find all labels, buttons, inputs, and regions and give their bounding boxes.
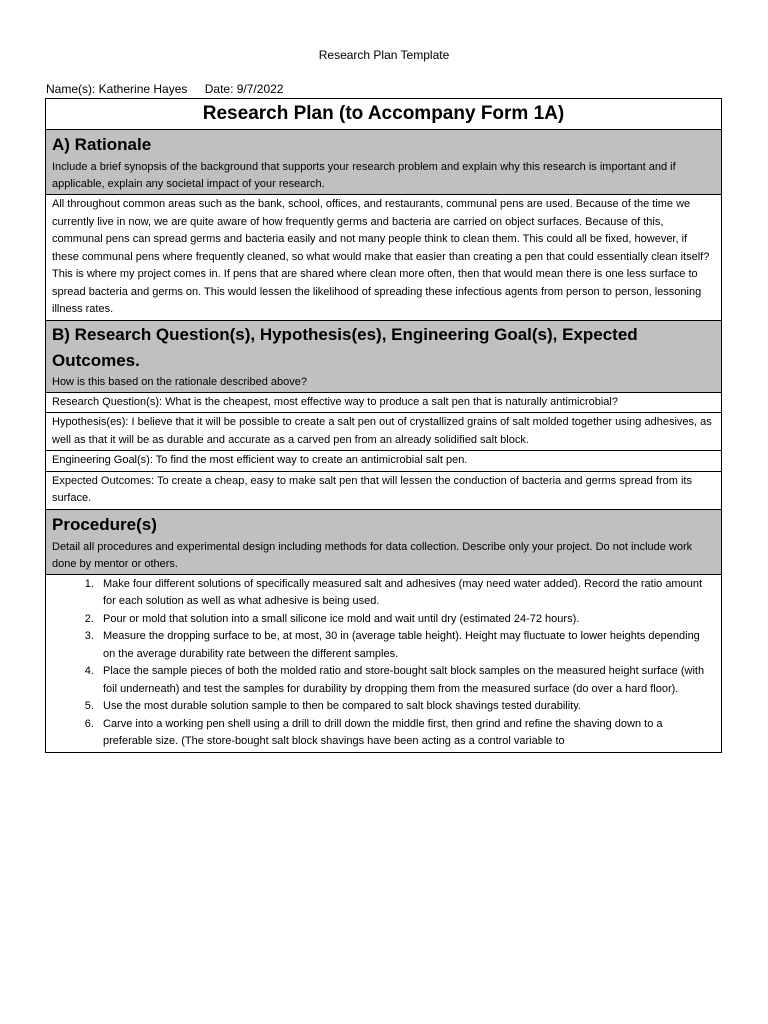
procedure-step: 4. Place the sample pieces of both the molded ratio and store-bought salt block samples on the measured height surface (with foil underneath) and test the samples for durability by dropping them from the measured surface (do over a hard floor).: [97, 663, 715, 698]
table-title: Research Plan (to Accompany Form 1A): [46, 99, 722, 130]
questions-heading: B) Research Question(s), Hypothesis(es), Engineering Goal(s), Expected Outcomes.: [52, 324, 638, 370]
procedure-steps-cell: [46, 574, 722, 752]
questions-section-header: [46, 320, 722, 392]
rationale-section-header: [46, 130, 722, 195]
student-name: Name(s): Katherine Hayes: [46, 82, 188, 96]
procedure-heading: Procedure(s): [52, 514, 157, 534]
name-date-line: [46, 82, 283, 96]
research-plan-table: [45, 98, 722, 753]
page-header: Research Plan Template: [318, 48, 450, 62]
date-field: Date: 9/7/2022: [204, 82, 284, 96]
rationale-heading: A) Rationale: [52, 135, 152, 154]
procedure-step: 3. Measure the dropping surface to be, at most, 30 in (average table height). Height may fluctuate to lower heights depending on the average durability rate between the different samples.: [97, 628, 715, 663]
research-question: Research Question(s): What is the cheapest, most effective way to produce a salt pen that is naturally antimicrobial?: [46, 392, 722, 413]
procedure-step: 6. Carve into a working pen shell using a drill to drill down the middle first, then grind and refine the shaving down to a preferable size. (The store-bought salt block shavings have been acting as a control variable to: [97, 716, 715, 751]
engineering-goal: Engineering Goal(s): To find the most efficient way to create an antimicrobial salt pen.: [46, 451, 722, 472]
rationale-body: All throughout common areas such as the bank, school, offices, and restaurants, communal pens are used. Because of the time we currently live in now, we are quite aware of how frequently germs and bacteria are carried on object surfaces. Because of this, communal pens can spread germs and bacteria easily and not many people think to clean them. This could all be fixed, however, if these communal pens where frequently cleaned, so what would make that easier than creating a pen that could essentially clean itself? This is where my project comes in. If pens that are shared where clean more often, then that would mean there is one less surface to spread bacteria and germs on. This would lessen the likelihood of spreading these infectious agents from person to person, lessoning illness rates.: [46, 195, 722, 321]
rationale-instructions: Include a brief synopsis of the background that supports your research problem and explain why this research is important and if applicable, explain any societal impact of your research.: [52, 161, 676, 190]
hypothesis: Hypothesis(es): I believe that it will be possible to create a salt pen out of crystallized grains of salt molded together using adhesives, as well as that it will be as durable and accurate as a carved pen from an already solidified salt block.: [46, 413, 722, 451]
procedure-step: 5. Use the most durable solution sample to then be compared to salt block shavings tested durability.: [97, 698, 715, 716]
procedure-section-header: [46, 509, 722, 574]
questions-instructions: How is this based on the rationale described above?: [52, 375, 307, 388]
expected-outcomes: Expected Outcomes: To create a cheap, easy to make salt pen that will lessen the conduction of bacteria and germs spread from its surface.: [46, 471, 722, 509]
procedure-step: 1. Make four different solutions of specifically measured salt and adhesives (may need water added). Record the ratio amount for each solution as well as what adhesive is being used.: [97, 576, 715, 611]
procedure-steps-list: [52, 576, 715, 751]
procedure-instructions: Detail all procedures and experimental design including methods for data collection. Describe only your project. Do not include work done by mentor or others.: [52, 540, 693, 570]
procedure-step: 2. Pour or mold that solution into a small silicone ice mold and wait until dry (estimated 24-72 hours).: [97, 611, 715, 629]
